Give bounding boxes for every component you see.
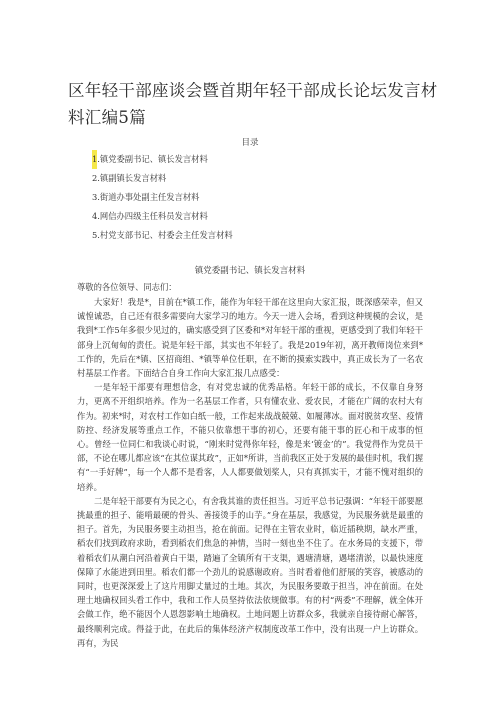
- table-of-contents: [92, 150, 352, 245]
- toc-item[interactable]: [92, 169, 352, 188]
- toc-item-number: 2: [92, 173, 98, 183]
- toc-heading: 目录: [241, 138, 259, 148]
- toc-item[interactable]: [92, 188, 352, 207]
- body-text: [77, 295, 423, 650]
- toc-item-number: 4: [92, 211, 98, 221]
- paragraph: 二是年轻干部要有为民之心，有舍我其谁的责任担当。习近平总书记强调：“年轻干部要愿挑最重的担子、能啃最硬的骨头、善接烫手的山芋。”身在基层，我感觉，为民服务就是最重的担子。首先，为民服务要主动担当，抢在前面。记得在主管农业时，临近插秧期，缺水严重，稻农们找到政府求助，看到稻农们焦急的神情，当时一刻也坐不住了。在水务局的支援下，带着稻农们从潮白河沿着黄白干渠，踏遍了全镇所有干支渠，遇塘清塘，遇堵清淤，以最快速度保障了水能进到田里。稻农们都一个劲儿的说感谢政府。当时看着他们舒展的笑容，被感动的同时，也更深深爱上了这片用脚丈量过的土地。其次，为民服务要敢于担当，冲在前面。在处理土地确权回头看工作中，我和工作人员坚持依法依规做事。有的村“两委”不理解，就全体开会做工作，绝不能因个人恩怨影响土地确权。土地问题上访群众多，我就亲自接待耐心解答，最终顺利完成。得益于此，在此后的集体经济产权制度改革工作中，没有出现一户上访群众。再有，为民: [77, 495, 423, 648]
- toc-item[interactable]: [92, 150, 352, 169]
- toc-item[interactable]: [92, 207, 352, 226]
- paragraph: 一是年轻干部要有理想信念，有对党忠诚的优秀品格。年轻干部的成长，不仅靠自身努力，更离不开组织培养。作为一名基层工作者，只有懂农业、爱农民，才能在广阔的农村大有作为。初来*时，对农村工作如白纸一般，工作起来战战兢兢、如履薄冰。面对脱贫攻坚、疫情防控、经济发展等重点工作，不能只依靠想干事的初心，还要有能干事的匠心和干成事的恒心。曾经一位同仁和我谈心时说，“刚来时觉得你年轻，像是来‘镀金’的”。我觉得作为党员干部，不论在哪儿都应该“在其位谋其政”，正如*所讲，当前我区正处于发展的最佳时机，我们握有“一手好牌”，每一个人都不是看客，人人都要做划桨人，只有真抓实干，才能不愧对组织的培养。: [77, 382, 423, 492]
- document-title: 区年轻干部座谈会暨首期年轻干部成长论坛发言材料汇编5篇: [68, 81, 438, 127]
- section-heading: 镇党委副书记、镇长发言材料: [194, 266, 306, 276]
- greeting: 尊敬的各位领导、同志们：: [77, 282, 177, 292]
- toc-item-text: .镇党委副书记、镇长发言材料: [97, 154, 208, 164]
- toc-item-number: 5: [92, 230, 98, 240]
- paragraph: 大家好！我是*，目前在*镇工作，能作为年轻干部在这里向大家汇报，既深感荣幸，但又诚惶诚恐，自己还有很多需要向大家学习的地方。今天一进入会场，看到这种规模的会议，是我到*工作5年多很少见过的，确实感受到了区委和*对年轻干部的重视，更感受到了我们年轻干部身上沉甸甸的责任。说是年轻干部，其实也不年轻了。我是2019年初，离开教师岗位来到*工作的，先后在*镇、区招商组、*镇等单位任职，在不断的摸索实践中，真正成长为了一名农村基层工作者。下面结合自身工作向大家汇报几点感受：: [77, 297, 423, 379]
- toc-item-number: 3: [92, 192, 98, 202]
- toc-item-text: .街道办事处副主任发言材料: [97, 192, 200, 202]
- toc-item[interactable]: [92, 226, 352, 245]
- toc-item-text: .网信办四级主任科员发言材料: [97, 211, 208, 221]
- toc-item-text: .村党支部书记、村委会主任发言材料: [97, 230, 233, 240]
- toc-item-text: .镇副镇长发言材料: [97, 173, 167, 183]
- toc-item-number: 1: [92, 150, 97, 169]
